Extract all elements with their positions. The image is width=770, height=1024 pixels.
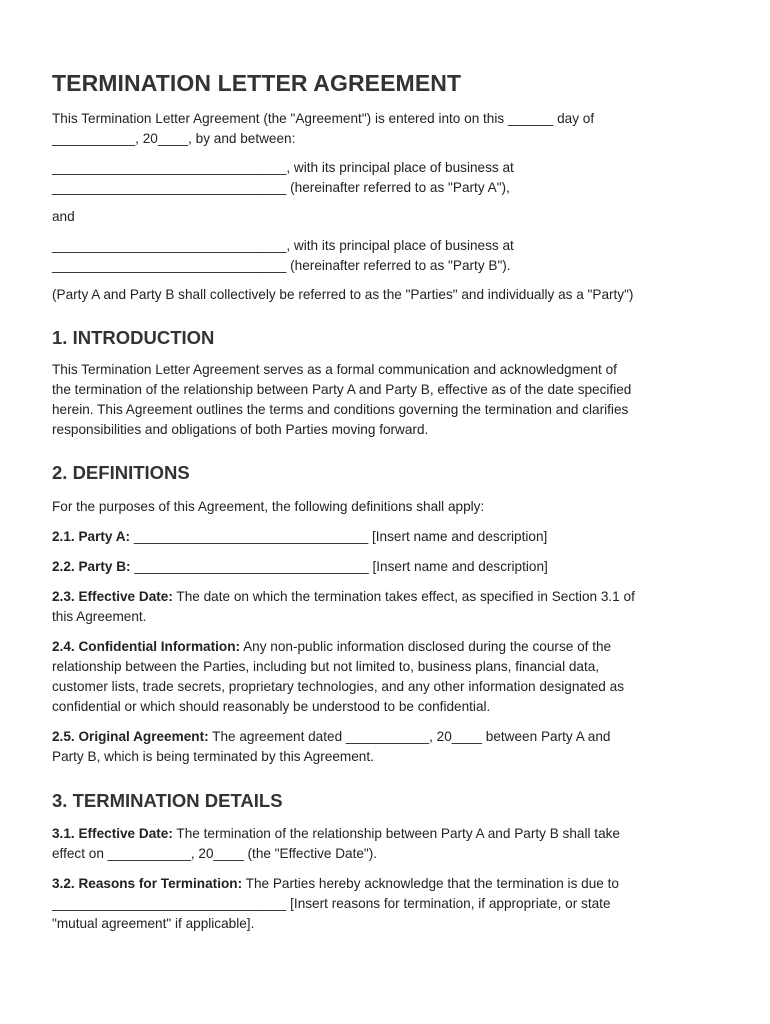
definition-label: 2.5. Original Agreement:	[52, 729, 209, 744]
clause-text: The termination of the relationship between Party A and Party B shall take	[172, 826, 620, 841]
definition-text: Any non-public information disclosed during the course of the	[240, 639, 612, 654]
clause-label: 3.1. Effective Date:	[52, 826, 173, 841]
introduction-line: This Termination Letter Agreement serves as a formal communication and acknowledgment of	[52, 362, 617, 377]
definition-text: customer lists, trade secrets, proprietary technologies, and any other information designated as	[52, 679, 624, 694]
termination-details-heading: 3. TERMINATION DETAILS	[52, 790, 283, 811]
termination-effective-date	[52, 824, 732, 864]
definition-text: confidential or which should reasonably be understood to be confidential.	[52, 699, 491, 714]
definition-text: Party B, which is being terminated by this Agreement.	[52, 749, 374, 764]
document-title: TERMINATION LETTER AGREEMENT	[52, 70, 462, 96]
clause-label: 3.2. Reasons for Termination:	[52, 876, 243, 891]
termination-reasons	[52, 874, 732, 934]
introduction-heading: 1. INTRODUCTION	[52, 327, 215, 348]
introduction-line: the termination of the relationship between Party A and Party B, effective as of the date specified	[52, 382, 632, 397]
definition-party-a	[52, 527, 732, 547]
definition-original-agreement	[52, 727, 732, 767]
definition-label: 2.2. Party B:	[52, 559, 131, 574]
clause-text: The Parties hereby acknowledge that the termination is due to	[242, 876, 619, 891]
definitions-lead: For the purposes of this Agreement, the following definitions shall apply:	[52, 499, 485, 514]
definition-label: 2.1. Party A:	[52, 529, 131, 544]
party-a-block	[52, 158, 732, 198]
parties-note: (Party A and Party B shall collectively be referred to as the "Parties" and individually as a "Party")	[52, 287, 634, 302]
intro-line-1: This Termination Letter Agreement (the "Agreement") is entered into on this ______ day of	[52, 111, 595, 126]
party-a-line-2: _______________________________ (hereinafter referred to as "Party A"),	[52, 180, 510, 195]
definition-effective-date	[52, 587, 732, 627]
document-page	[52, 70, 732, 934]
clause-text: _______________________________ [Insert reasons for termination, if appropriate, or state	[52, 896, 611, 911]
definition-text: relationship between the Parties, including but not limited to, business plans, financial data,	[52, 659, 600, 674]
intro-paragraph	[52, 109, 732, 149]
definitions-heading: 2. DEFINITIONS	[52, 462, 190, 483]
clause-text: "mutual agreement" if applicable].	[52, 916, 255, 931]
party-b-block	[52, 236, 732, 276]
clause-text: effect on ___________, 20____ (the "Effective Date").	[52, 846, 378, 861]
party-b-line-2: _______________________________ (hereinafter referred to as "Party B").	[52, 258, 511, 273]
intro-line-2: ___________, 20____, by and between:	[52, 131, 296, 146]
definition-label: 2.4. Confidential Information:	[52, 639, 241, 654]
definition-confidential-information	[52, 637, 732, 717]
party-b-line-1: _______________________________, with its principal place of business at	[52, 238, 514, 253]
definition-text: _______________________________ [Insert name and description]	[130, 529, 548, 544]
definition-text: _______________________________ [Insert name and description]	[130, 559, 548, 574]
definition-text: The agreement dated ___________, 20____ between Party A and	[208, 729, 611, 744]
definition-text: this Agreement.	[52, 609, 147, 624]
definition-label: 2.3. Effective Date:	[52, 589, 173, 604]
and-text: and	[52, 209, 75, 224]
definition-party-b	[52, 557, 732, 577]
party-a-line-1: _______________________________, with its principal place of business at	[52, 160, 514, 175]
introduction-line: herein. This Agreement outlines the terms and conditions governing the termination and clarifies	[52, 402, 629, 417]
introduction-paragraph	[52, 360, 732, 440]
definition-text: The date on which the termination takes effect, as specified in Section 3.1 of	[172, 589, 635, 604]
introduction-line: responsibilities and obligations of both Parties moving forward.	[52, 422, 429, 437]
